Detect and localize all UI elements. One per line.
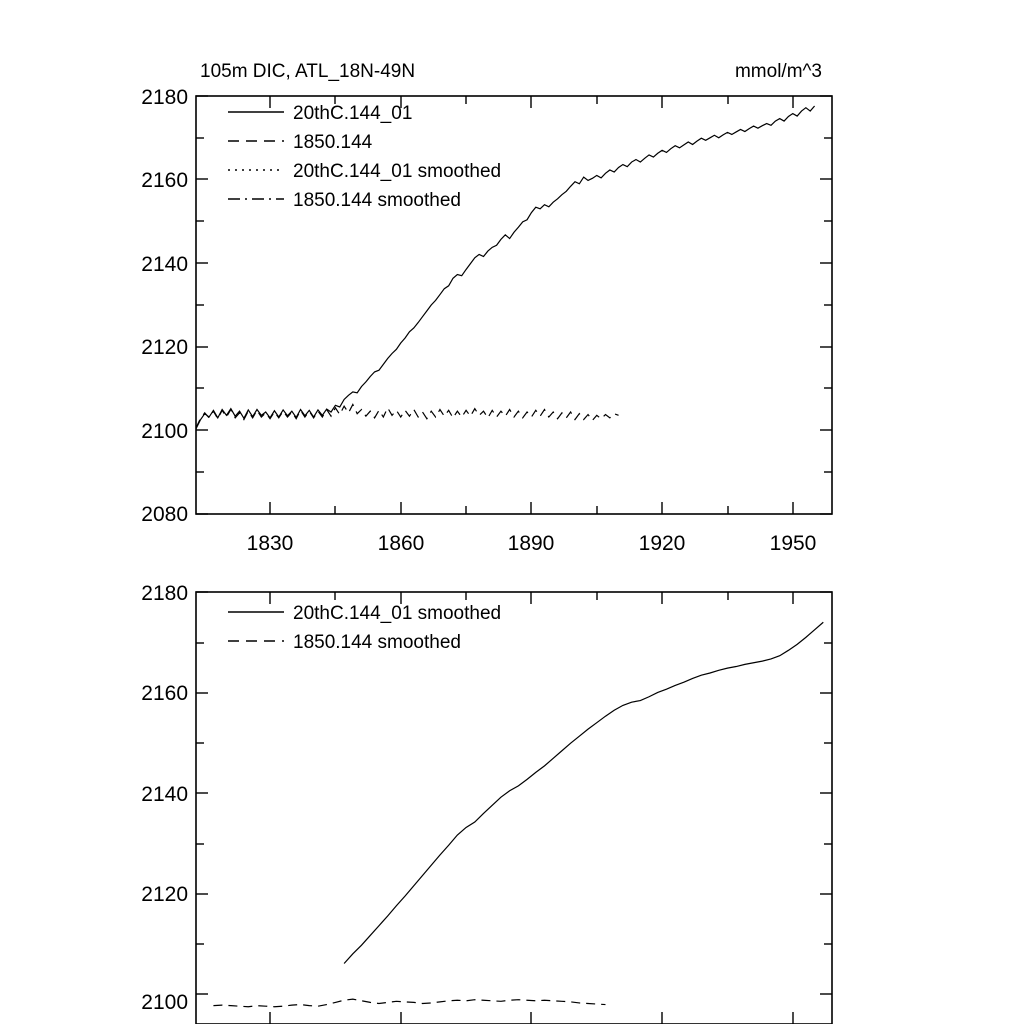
legend-label: 20thC.144_01 (293, 103, 413, 124)
series-line (213, 999, 605, 1007)
x-tick-label: 1830 (246, 532, 294, 555)
bottom-series-group (213, 622, 823, 1006)
y-tick-label: 2100 (141, 991, 188, 1014)
top-panel (141, 61, 832, 555)
y-tick-label: 2180 (141, 582, 188, 605)
y-tick-label: 2100 (141, 420, 188, 443)
top-series-group (196, 106, 815, 429)
x-tick-label: 1950 (769, 532, 817, 555)
legend-label: 1850.144 (293, 132, 373, 153)
y-tick-label: 2080 (141, 503, 188, 526)
series-line (196, 106, 815, 429)
y-tick-label: 2140 (141, 253, 188, 276)
legend-label: 20thC.144_01 smoothed (293, 603, 502, 624)
legend-label: 20thC.144_01 smoothed (293, 161, 502, 182)
x-tick-label: 1860 (377, 532, 425, 555)
bottom-panel (141, 582, 832, 1024)
series-line (344, 622, 823, 963)
legend-label: 1850.144 smoothed (293, 190, 461, 211)
y-tick-label: 2180 (141, 86, 188, 109)
top-plot-frame (196, 96, 832, 514)
x-tick-label: 1890 (507, 532, 555, 555)
y-tick-label: 2120 (141, 336, 188, 359)
y-tick-label: 2140 (141, 783, 188, 806)
top-legend (228, 103, 501, 211)
y-tick-label: 2160 (141, 169, 188, 192)
bottom-plot-frame (196, 592, 832, 1024)
y-tick-label: 2160 (141, 682, 188, 705)
legend-label: 1850.144 smoothed (293, 632, 461, 653)
y-tick-label: 2120 (141, 883, 188, 906)
x-tick-label: 1920 (638, 532, 686, 555)
panel-title: 105m DIC, ATL_18N-49N (200, 61, 416, 82)
series-line (196, 404, 619, 427)
bottom-legend (228, 603, 501, 653)
bottom-y-axis (141, 582, 832, 1014)
top-y-axis (141, 86, 832, 526)
units-label: mmol/m^3 (734, 61, 822, 82)
